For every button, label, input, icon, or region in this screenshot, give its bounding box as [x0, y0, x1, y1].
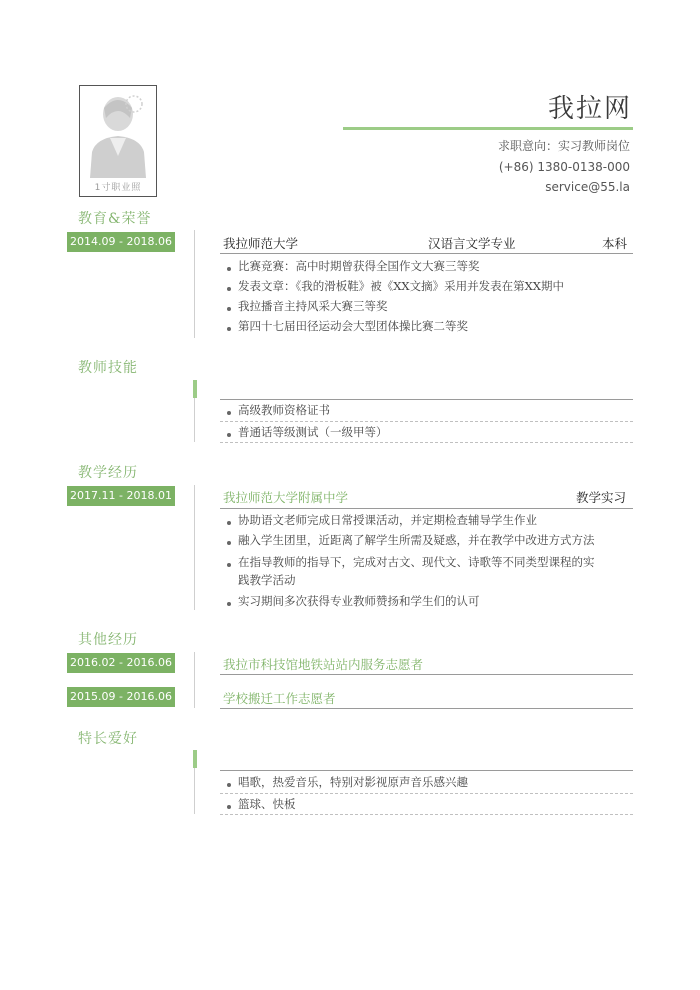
education-item: 发表文章：《我的滑板鞋》被《XX文摘》采用并发表在第XX期中: [238, 279, 564, 293]
bullet-dot: [227, 411, 231, 415]
name-underline: [343, 127, 633, 130]
timeline-line: [194, 485, 195, 610]
teaching-item: 协助语文老师完成日常授课活动，并定期检查辅导学生作业: [238, 513, 537, 527]
divider: [220, 508, 633, 509]
education-date: 2014.09 - 2018.06: [67, 232, 175, 252]
other-date: 2016.02 - 2016.06: [67, 653, 175, 673]
divider: [220, 770, 633, 771]
bullet-dot: [227, 563, 231, 567]
bullet-dot: [227, 287, 231, 291]
teaching-item-continued: 践教学活动: [238, 573, 296, 587]
skill-item: 高级教师资格证书: [238, 403, 330, 417]
bullet-dot: [227, 521, 231, 525]
section-title-hobbies: 特长爱好: [78, 731, 138, 747]
bullet-dot: [227, 805, 231, 809]
section-title-education: 教育&荣誉: [78, 211, 152, 227]
timeline-line: [194, 230, 195, 338]
other-entry-text: 学校搬迁工作志愿者: [223, 691, 336, 706]
education-item: 第四十七届田径运动会大型团体操比赛二等奖: [238, 319, 468, 333]
bullet-dot: [227, 602, 231, 606]
teaching-date: 2017.11 - 2018.01: [67, 486, 175, 506]
dashed-divider: [220, 793, 633, 794]
profile-photo: [79, 85, 157, 197]
education-item: 比赛竞赛：高中时期曾获得全国作文大赛三等奖: [238, 259, 480, 273]
bullet-dot: [227, 541, 231, 545]
phone-number: (+86) 1380-0138-000: [498, 160, 630, 174]
degree: 本科: [602, 236, 628, 251]
teaching-item: 在指导教师的指导下，完成对古文、现代文、诗歌等不同类型课程的实: [238, 555, 595, 569]
other-entry-text: 我拉市科技馆地铁站站内服务志愿者: [223, 657, 424, 672]
teaching-item: 实习期间多次获得专业教师赞扬和学生们的认可: [238, 594, 480, 608]
skill-item: 普通话等级测试（一级甲等）: [238, 425, 388, 439]
dashed-divider: [220, 442, 633, 443]
teaching-role: 教学实习: [576, 490, 627, 505]
divider: [220, 674, 633, 675]
section-title-other: 其他经历: [78, 632, 138, 648]
section-title-teaching: 教学经历: [78, 465, 138, 481]
divider: [220, 399, 633, 400]
section-title-skills: 教师技能: [78, 360, 138, 376]
hobby-item: 篮球、快板: [238, 797, 296, 811]
applicant-name: 我拉网: [547, 94, 632, 124]
divider: [220, 253, 633, 254]
email-address: service@55.la: [545, 180, 630, 194]
dashed-divider: [220, 814, 633, 815]
avatar-silhouette-icon: [84, 90, 152, 178]
major: 汉语言文学专业: [428, 236, 516, 251]
bullet-dot: [227, 433, 231, 437]
timeline-accent: [193, 750, 197, 768]
hobby-item: 唱歌，热爱音乐，特别对影视原声音乐感兴趣: [238, 775, 468, 789]
other-date: 2015.09 - 2016.06: [67, 687, 175, 707]
bullet-dot: [227, 267, 231, 271]
divider: [220, 708, 633, 709]
photo-caption: 1寸职业照: [94, 183, 142, 193]
job-intention: 求职意向：实习教师岗位: [497, 139, 630, 153]
bullet-dot: [227, 783, 231, 787]
teaching-organization: 我拉师范大学附属中学: [223, 490, 349, 505]
dashed-divider: [220, 421, 633, 422]
education-item: 我拉播音主持风采大赛三等奖: [238, 299, 388, 313]
teaching-item: 融入学生团里，近距离了解学生所需及疑惑，并在教学中改进方式方法: [238, 533, 595, 547]
bullet-dot: [227, 307, 231, 311]
timeline-line: [194, 652, 195, 708]
school-name: 我拉师范大学: [223, 236, 299, 251]
timeline-accent: [193, 380, 197, 398]
bullet-dot: [227, 327, 231, 331]
